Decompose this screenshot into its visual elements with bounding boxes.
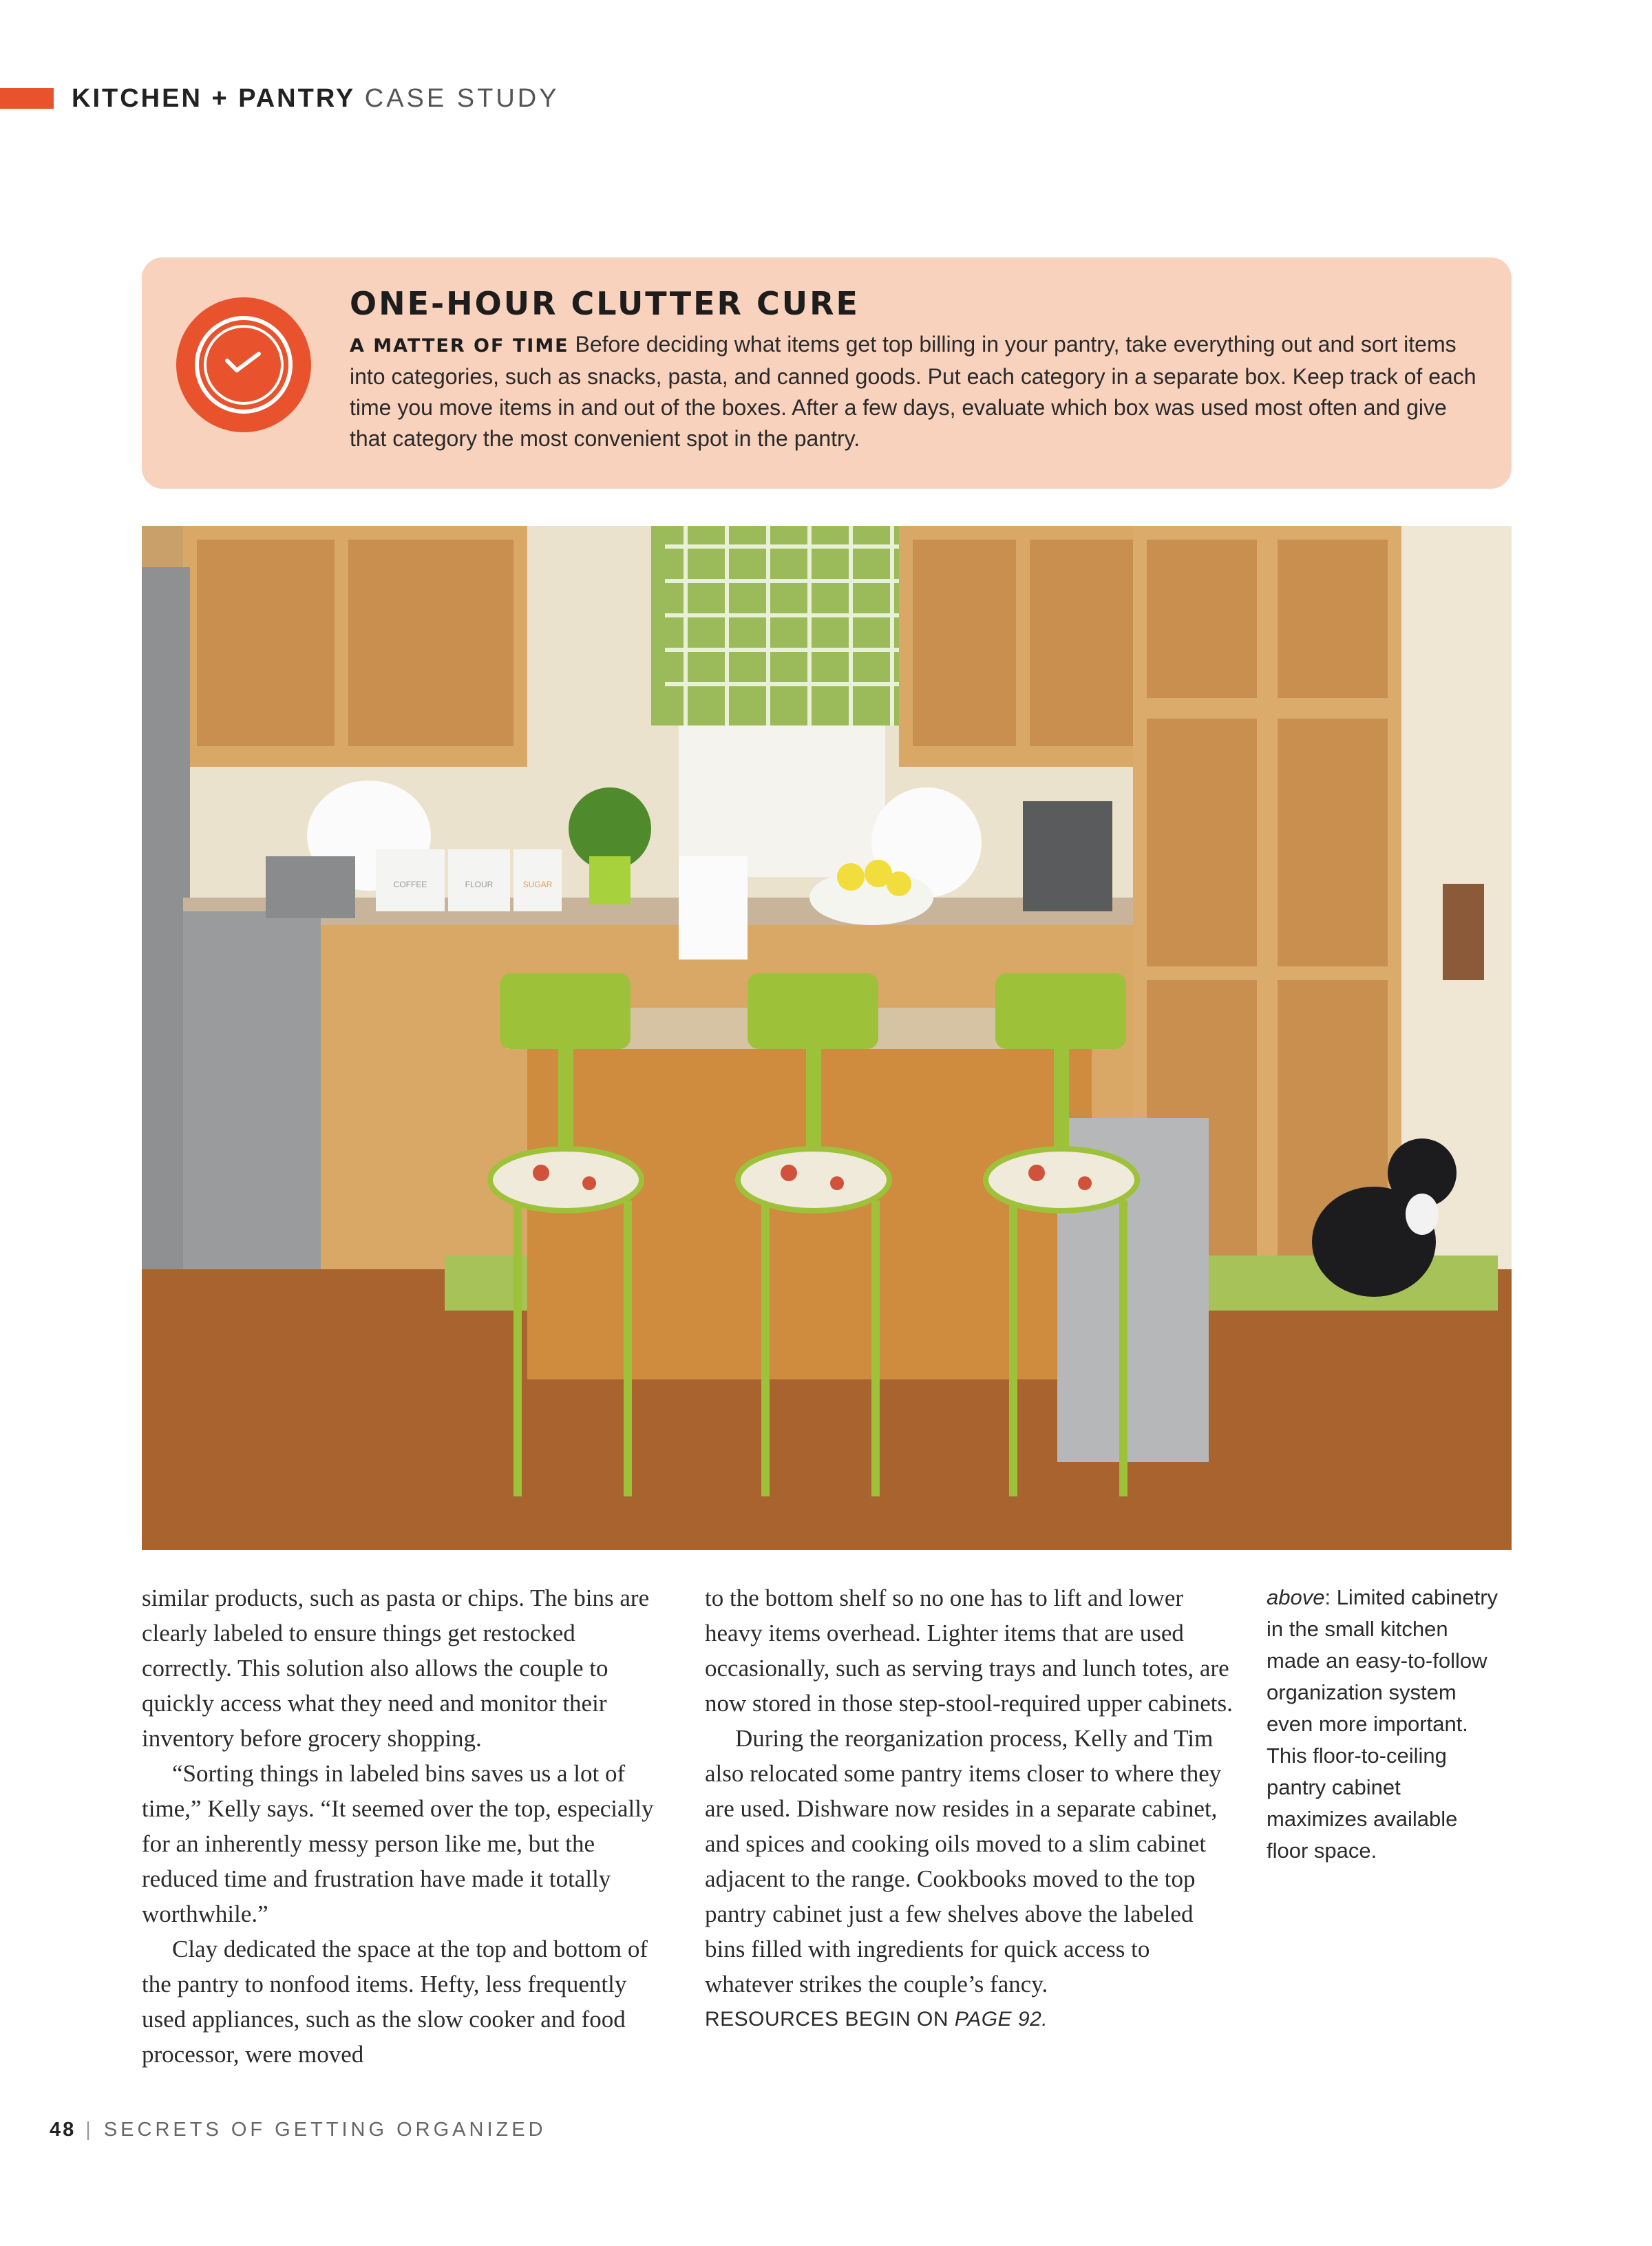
paragraph: to the bottom shelf so no one has to lift and lower heavy items overhead. Lighter items that are used occasionally, such as serving trays and lunch totes, are now stored in those step-stool-required upper cabinets. — [705, 1585, 1233, 1717]
tip-text: Before deciding what items get top billing in your pantry, take everything out and sort items into categories, such as snacks, pasta, and canned goods. Put each category in a separate box. Keep track of each time you move items in and out of the boxes. After a few days, evaluate which box was used most often and give that category the most convenient spot in the pantry. — [350, 332, 1476, 451]
publication-name: SECRETS OF GETTING ORGANIZED — [103, 2119, 547, 2141]
body-column-1 — [142, 1580, 665, 2072]
paragraph: similar products, such as pasta or chips. The bins are clearly labeled to ensure things get restocked correctly. This solution also allows the couple to quickly access what they need and monitor their inventory before grocery shopping. — [142, 1585, 650, 1752]
photo-caption — [1267, 1582, 1501, 1867]
tip-title: ONE-HOUR CLUTTER CURE — [350, 285, 860, 322]
kitchen-photo — [142, 526, 1512, 1550]
tip-box — [142, 257, 1512, 489]
paragraph: During the reorganization process, Kelly and Tim also relocated some pantry items closer to where they are used. Dishware now resides in a separate cabinet, and spices and cooking oils moved to a slim cabinet adjacent to the range. Cookbooks moved to the top pantry cabinet just a few shelves above the labeled bins filled with ingredients for quick access to whatever strikes the couple’s fancy. — [705, 1725, 1222, 1998]
clock-icon — [175, 296, 313, 434]
resources-prefix: RESOURCES BEGIN ON — [705, 2008, 955, 2031]
section-type: CASE STUDY — [364, 84, 560, 113]
resources-page-link[interactable]: PAGE 92. — [954, 2008, 1048, 2031]
page-footer — [50, 2116, 547, 2143]
page-number: 48 — [50, 2119, 76, 2141]
paragraph: “Sorting things in labeled bins saves us a lot of time,” Kelly says. “It seemed over the top, especially for an inherently messy person like me, but the reduced time and frustration have made it totally worthwhile.” — [142, 1760, 654, 1927]
canister-label: COFFEE — [393, 880, 427, 889]
section-name: KITCHEN + PANTRY — [72, 84, 356, 113]
paragraph: Clay dedicated the space at the top and bottom of the pantry to nonfood items. Hefty, less frequently used appliances, such as the slow cooker and food processor, were moved — [142, 1936, 648, 2068]
resources-note — [705, 2002, 1235, 2037]
caption-lead: above — [1267, 1585, 1325, 1609]
tip-body — [350, 329, 1479, 454]
tip-lead: A MATTER OF TIME — [350, 335, 569, 357]
caption-text: : Limited cabinetry in the small kitchen made an easy-to-follow organization system even more important. This floor-to-ceiling pantry cabinet maximizes available floor space. — [1267, 1585, 1499, 1863]
canister-label: SUGAR — [522, 880, 553, 889]
canister-label: FLOUR — [465, 880, 494, 889]
section-header — [72, 81, 560, 116]
body-column-2 — [705, 1580, 1235, 2037]
footer-separator: | — [85, 2119, 94, 2141]
section-accent-bar — [0, 88, 54, 109]
